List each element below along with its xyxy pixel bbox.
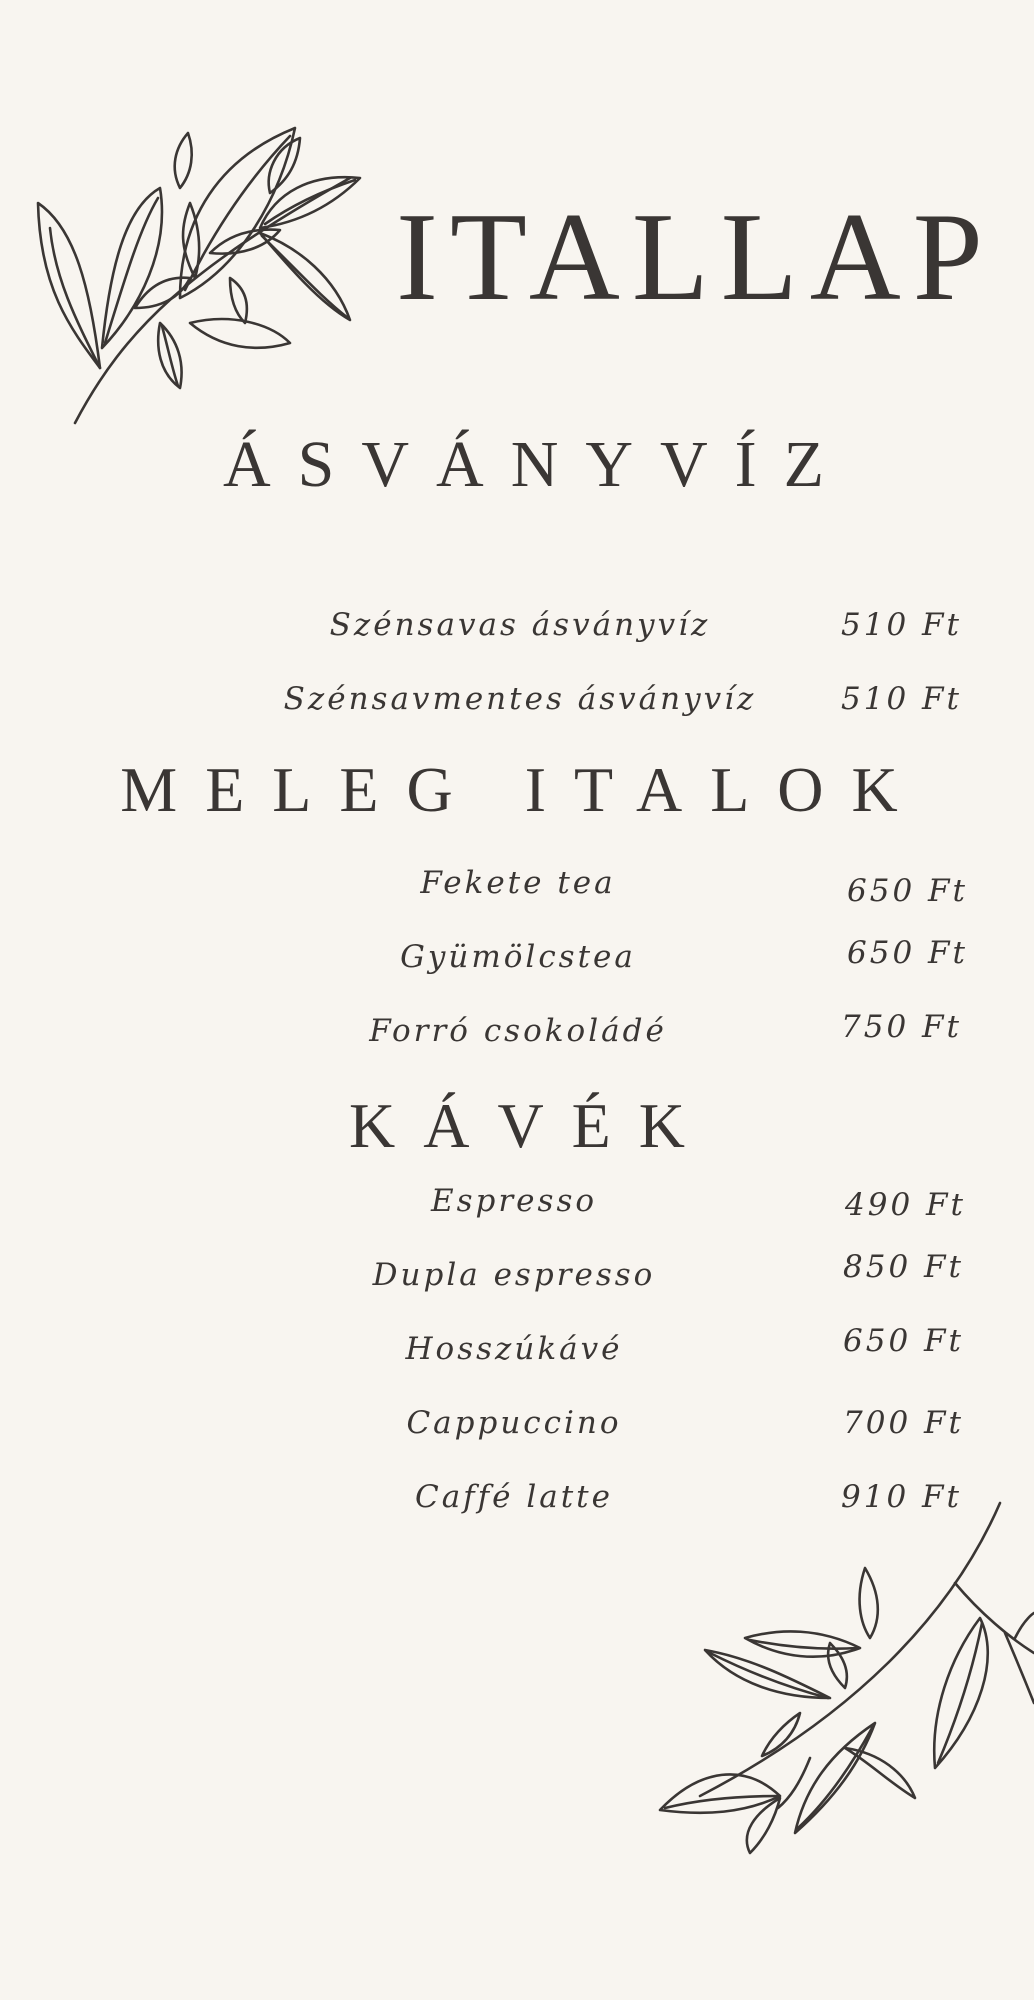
menu-item-name: Cappuccino: [406, 1405, 622, 1441]
section-title-asvanyviz: ÁSVÁNYVÍZ: [223, 428, 851, 501]
menu-item-price: 510 Ft: [841, 681, 962, 717]
menu-item-name: Caffé latte: [414, 1479, 613, 1515]
menu-item-name: Szénsavas ásványvíz: [329, 607, 711, 643]
page-title: ITALLAP: [396, 188, 995, 327]
menu-item-price: 490 Ft: [845, 1187, 966, 1223]
menu-item-price: 650 Ft: [847, 873, 968, 909]
menu-item-price: 750 Ft: [841, 1009, 962, 1045]
menu-item-name: Gyümölcstea: [400, 939, 636, 975]
menu-item-price: 910 Ft: [841, 1479, 962, 1515]
menu-item-name: Dupla espresso: [372, 1257, 656, 1293]
section-title-meleg-italok: MELEG ITALOK: [120, 754, 926, 825]
menu-item-name: Fekete tea: [420, 865, 616, 901]
menu-item-price: 650 Ft: [847, 935, 968, 971]
leaf-branch-top-left-icon: [30, 118, 420, 428]
leaf-branch-bottom-right-icon: [650, 1498, 1034, 1870]
menu-item-price: 700 Ft: [843, 1405, 964, 1441]
menu-item-name: Hosszúkávé: [405, 1331, 623, 1367]
menu-item-price: 510 Ft: [841, 607, 962, 643]
menu-item-name: Forró csokoládé: [369, 1013, 667, 1049]
menu-item-name: Szénsavmentes ásványvíz: [283, 681, 757, 717]
menu-item-price: 850 Ft: [843, 1249, 964, 1285]
section-title-kavek: KÁVÉK: [349, 1090, 713, 1161]
menu-item-price: 650 Ft: [843, 1323, 964, 1359]
menu-item-name: Espresso: [430, 1183, 598, 1219]
